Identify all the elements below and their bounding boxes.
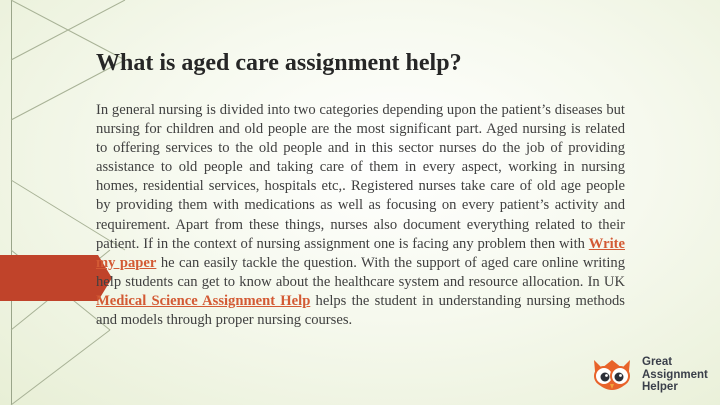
logo-text: [642, 356, 708, 394]
body-paragraph: [96, 101, 625, 330]
accent-bar: [0, 255, 98, 301]
logo-line-2: Assignment: [642, 368, 708, 381]
medical-science-assignment-help-link[interactable]: Medical Science Assignment Help: [96, 292, 311, 309]
paragraph-text-3: helps the student in understanding nursing methods and models through proper nursing courses.: [96, 292, 625, 329]
slide-title: What is aged care assignment help?: [96, 50, 462, 76]
logo-line-1: Great: [642, 356, 673, 368]
write-my-paper-link[interactable]: Write my paper: [96, 235, 625, 271]
logo-line-3: Helper: [642, 381, 678, 393]
paragraph-text-2: he can easily tackle the question. With the support of aged care online writing help students can get to know about the healthcare system and resource allocation. In UK: [96, 254, 625, 290]
paragraph-text-1: In general nursing is divided into two categories depending upon the patient’s diseases but nursing for children and old people are the most significant part. Aged nursing is related to offering services to the old people and in this sector nurses do the job of providing assistance to old people and taking care of them in every aspect, working in nursing homes, residential services, hospitals etc,. Registered nurses take care of old age people by providing them with medications as well as focusing on every patient’s activity and requirement. Apart from these things, nurses also document everything related to their patient. If in the context of nursing assignment one is facing any problem then with: [96, 102, 625, 252]
